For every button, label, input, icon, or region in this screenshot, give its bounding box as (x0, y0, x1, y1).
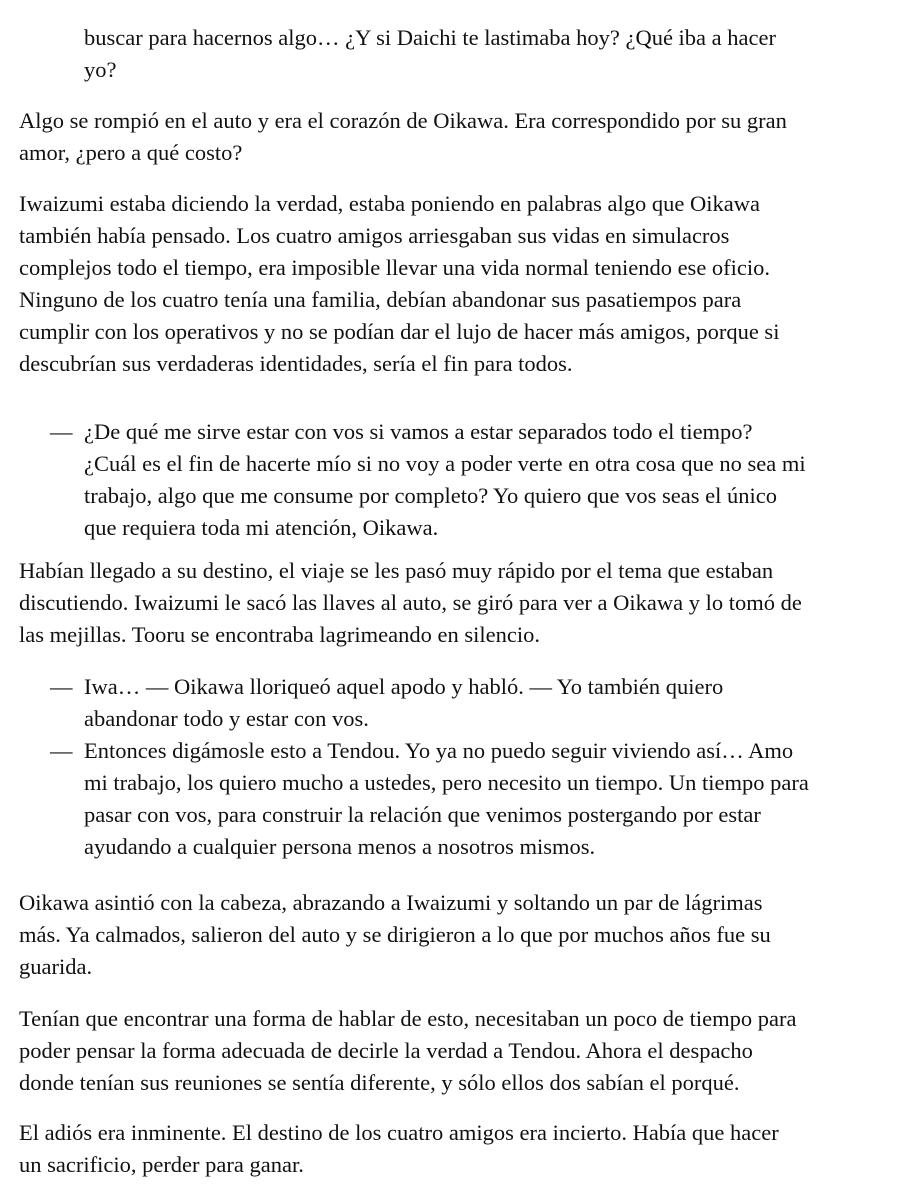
text-line: poder pensar la forma adecuada de decirle la verdad a Tendou. Ahora el despacho (19, 1038, 753, 1063)
text-line: donde tenían sus reuniones se sentía diferente, y sólo ellos dos sabían el porqué. (19, 1070, 740, 1095)
dialogue-dash: — (50, 674, 73, 699)
text-line: abandonar todo y estar con vos. (84, 706, 369, 731)
text-line: trabajo, algo que me consume por completo? Yo quiero que vos seas el único (84, 483, 777, 508)
text-line: discutiendo. Iwaizumi le sacó las llaves al auto, se giró para ver a Oikawa y lo tomó de (19, 590, 802, 615)
text-line: guarida. (19, 954, 93, 979)
dialogue-dash: — (50, 738, 73, 763)
text-line: Iwa… — Oikawa lloriqueó aquel apodo y habló. — Yo también quiero (84, 674, 724, 699)
text-line: más. Ya calmados, salieron del auto y se dirigieron a lo que por muchos años fue su (19, 922, 771, 947)
text-line: Algo se rompió en el auto y era el corazón de Oikawa. Era correspondido por su gran (19, 108, 787, 133)
text-line: mi trabajo, los quiero mucho a ustedes, pero necesito un tiempo. Un tiempo para (84, 770, 809, 795)
text-line: yo? (84, 57, 117, 82)
text-line: Tenían que encontrar una forma de hablar de esto, necesitaban un poco de tiempo para (19, 1006, 797, 1031)
text-line: las mejillas. Tooru se encontraba lagrimeando en silencio. (19, 622, 540, 647)
text-line: Entonces digámosle esto a Tendou. Yo ya no puedo seguir viviendo así… Amo (84, 738, 794, 763)
text-line: ¿Cuál es el fin de hacerte mío si no voy a poder verte en otra cosa que no sea mi (84, 451, 806, 476)
text-line: amor, ¿pero a qué costo? (19, 140, 243, 165)
text-line: Ninguno de los cuatro tenía una familia, debían abandonar sus pasatiempos para (19, 287, 742, 312)
text-line: Habían llegado a su destino, el viaje se les pasó muy rápido por el tema que estaban (19, 558, 774, 583)
text-line: El adiós era inminente. El destino de los cuatro amigos era incierto. Había que hacer (19, 1120, 779, 1145)
text-line: también había pensado. Los cuatro amigos arriesgaban sus vidas en simulacros (19, 223, 730, 248)
text-line: Oikawa asintió con la cabeza, abrazando a Iwaizumi y soltando un par de lágrimas (19, 890, 763, 915)
text-line: ayudando a cualquier persona menos a nosotros mismos. (84, 834, 596, 859)
text-line: pasar con vos, para construir la relación que venimos postergando por estar (84, 802, 761, 827)
text-line: complejos todo el tiempo, era imposible llevar una vida normal teniendo ese oficio. (19, 255, 771, 280)
text-line: Iwaizumi estaba diciendo la verdad, estaba poniendo en palabras algo que Oikawa (19, 191, 760, 216)
text-line: ¿De qué me sirve estar con vos si vamos a estar separados todo el tiempo? (84, 419, 753, 444)
text-line: un sacrificio, perder para ganar. (19, 1152, 304, 1177)
dialogue-dash: — (50, 419, 73, 444)
text-line: buscar para hacernos algo… ¿Y si Daichi te lastimaba hoy? ¿Qué iba a hacer (84, 25, 776, 50)
text-line: descubrían sus verdaderas identidades, sería el fin para todos. (19, 351, 573, 376)
text-line: que requiera toda mi atención, Oikawa. (84, 515, 439, 540)
text-line: cumplir con los operativos y no se podían dar el lujo de hacer más amigos, porque si (19, 319, 780, 344)
